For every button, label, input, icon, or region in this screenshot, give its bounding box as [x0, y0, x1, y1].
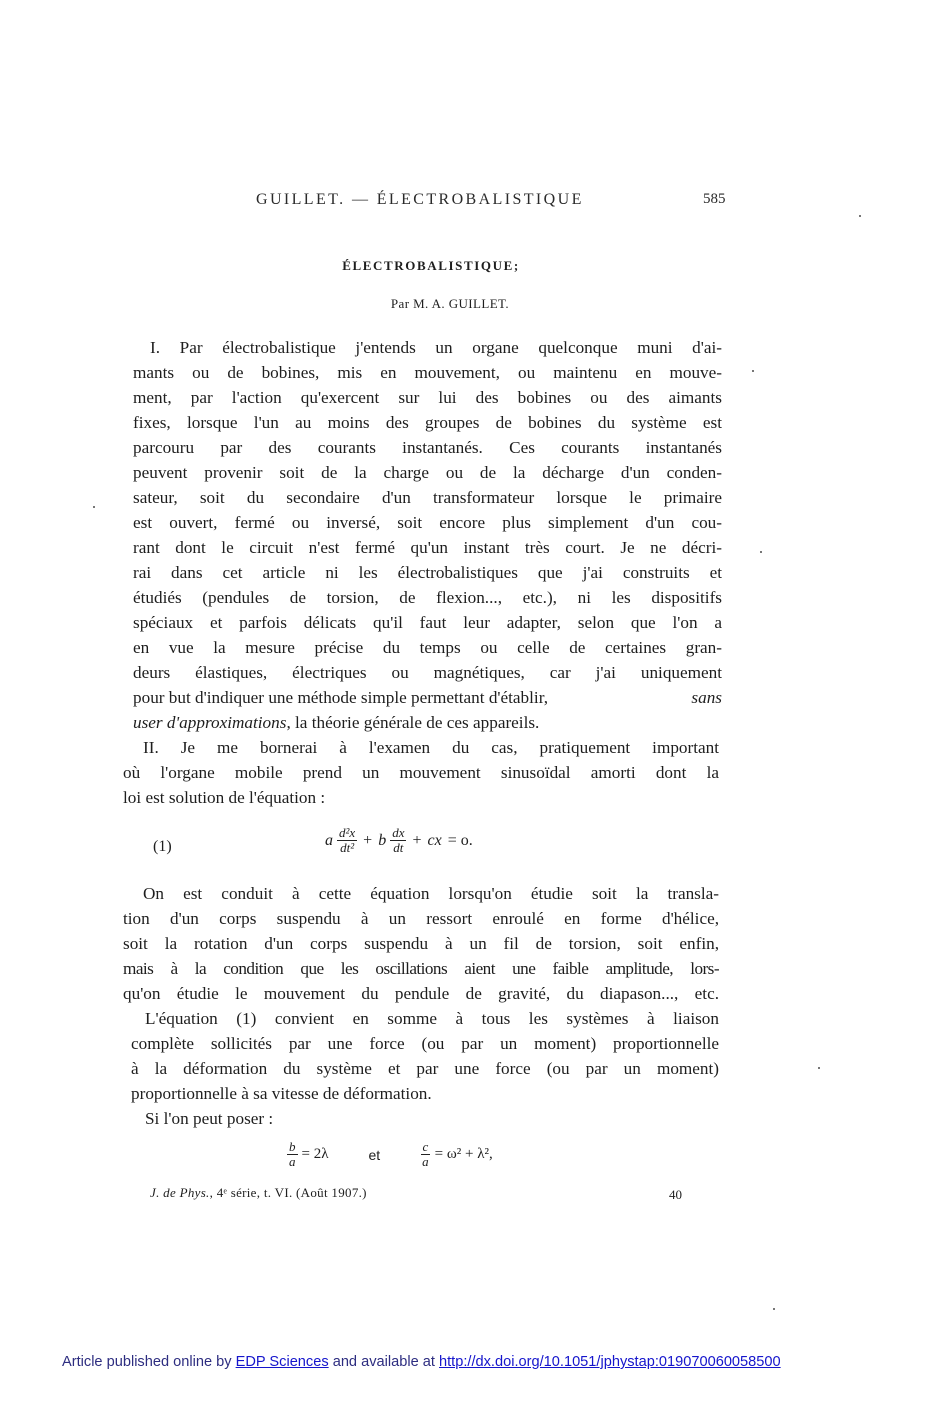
body-line: étudiés (pendules de torsion, de flexion..., etc.), ni les dispositifs — [133, 588, 722, 607]
equation-label: (1) — [153, 838, 172, 855]
body-line: ment, par l'action qu'exercent sur lui des bobines ou des aimants — [133, 388, 722, 407]
eq-operator: + — [363, 831, 373, 849]
body-line: peuvent provenir soit de la charge ou de la décharge d'un conden- — [133, 463, 722, 482]
eq-term: a — [325, 831, 333, 849]
italic-text: sans — [691, 688, 722, 707]
body-line: qu'on étudie le mouvement du pendule de gravité, du diapason..., etc. — [123, 984, 719, 1003]
eq-connector: et — [368, 1146, 381, 1163]
body-line: est ouvert, fermé ou inversé, soit encore plus simplement d'un cou- — [133, 513, 722, 532]
body-line: rai dans cet article ni les électrobalistiques que j'ai construits et — [133, 563, 722, 582]
article-title: ÉLECTROBALISTIQUE; — [342, 258, 520, 273]
fraction — [420, 1140, 431, 1169]
fraction — [287, 1140, 298, 1169]
eq-rhs: = 2λ — [301, 1146, 329, 1162]
fraction-denominator: a — [422, 1154, 429, 1169]
body-line: sateur, soit du secondaire d'un transformateur lorsque le primaire — [133, 488, 722, 507]
eq-rhs: = ω² + λ², — [434, 1146, 493, 1162]
scan-speck — [760, 551, 762, 553]
body-line: tion d'un corps suspendu à un ressort enroulé en forme d'hélice, — [123, 909, 719, 928]
body-line: mais à la condition que les oscillations aient une faible amplitude, lors- — [123, 959, 719, 978]
eq-term: b — [378, 831, 387, 849]
fraction-numerator: d²x — [339, 825, 356, 840]
body-line: soit la rotation d'un corps suspendu à un fil de torsion, soit enfin, — [123, 934, 719, 953]
scan-speck — [93, 506, 95, 508]
body-line: II. Je me bornerai à l'examen du cas, pratiquement important — [143, 738, 719, 757]
publisher-link[interactable]: EDP Sciences — [235, 1354, 329, 1370]
body-line: Si l'on peut poser : — [145, 1109, 274, 1128]
page-number: 585 — [703, 191, 726, 207]
body-line: en vue la mesure précise du temps ou celle de certaines gran- — [133, 638, 722, 657]
body-line: proportionnelle à sa vitesse de déformation. — [131, 1084, 432, 1103]
scan-speck — [859, 215, 861, 217]
body-line: spéciaux et parfois délicats qu'il faut leur adapter, selon que l'on a — [133, 613, 722, 632]
running-head: GUILLET. — ÉLECTROBALISTIQUE — [256, 191, 584, 208]
italic-text: user d'approximations — [133, 713, 287, 732]
article-byline: Par M. A. GUILLET. — [390, 296, 510, 311]
body-line: I. Par électrobalistique j'entends un organe quelconque muni d'ai- — [150, 338, 722, 357]
sheet-number: 40 — [669, 1187, 682, 1202]
body-line: On est conduit à cette équation lorsqu'on étudie soit la transla- — [143, 884, 719, 903]
banner-middle: and available at — [332, 1354, 435, 1370]
fraction-denominator: dt² — [340, 840, 355, 855]
fraction — [337, 826, 357, 855]
scan-speck — [818, 1067, 820, 1069]
scan-speck — [752, 370, 754, 372]
fraction-denominator: a — [289, 1154, 296, 1169]
fraction-numerator: dx — [392, 825, 405, 840]
equation-1 — [325, 826, 475, 855]
eq-operator: + — [412, 831, 422, 849]
doi-link[interactable]: http://dx.doi.org/10.1051/jphystap:019070060058500 — [439, 1354, 781, 1370]
eq-term: cx — [427, 831, 442, 849]
journal-ref: , 4ᵉ série, t. VI. (Août 1907.) — [209, 1185, 367, 1200]
body-line: où l'organe mobile prend un mouvement sinusoïdal amorti dont la — [123, 763, 719, 782]
body-line-last — [133, 713, 722, 733]
body-line: loi est solution de l'équation : — [123, 788, 326, 807]
journal-name: J. de Phys. — [150, 1185, 210, 1200]
fraction-denominator: dt — [393, 840, 404, 855]
body-line: à la déformation du système et par une force (ou par un moment) — [131, 1059, 719, 1078]
eq-rhs: = o. — [447, 831, 473, 849]
body-line: parcouru par des courants instantanés. Ces courants instantanés — [133, 438, 722, 457]
body-line: fixes, lorsque l'un au moins des groupes de bobines du système est — [133, 413, 722, 432]
fraction-numerator: b — [289, 1139, 296, 1154]
journal-reference — [150, 1185, 367, 1201]
body-line: complète sollicités par une force (ou par un moment) proportionnelle — [131, 1034, 719, 1053]
body-text: pour but d'indiquer une méthode simple permettant d'établir, — [133, 688, 549, 707]
publication-banner — [62, 1354, 781, 1370]
body-text: , la théorie générale de ces appareils. — [286, 713, 540, 732]
equation-2 — [287, 1140, 493, 1169]
body-line: mants ou de bobines, mis en mouvement, ou maintenu en mouve- — [133, 363, 722, 382]
body-line-with-italic — [133, 688, 722, 708]
banner-prefix: Article published online by — [62, 1354, 232, 1370]
body-line: rant dont le circuit n'est fermé qu'un instant très court. Je ne décri- — [133, 538, 722, 557]
body-line: deurs élastiques, électriques ou magnétiques, car j'ai uniquement — [133, 663, 722, 682]
fraction — [390, 826, 406, 855]
scan-speck — [773, 1308, 775, 1310]
body-line: L'équation (1) convient en somme à tous les systèmes à liaison — [145, 1009, 719, 1028]
fraction-numerator: c — [422, 1139, 429, 1154]
